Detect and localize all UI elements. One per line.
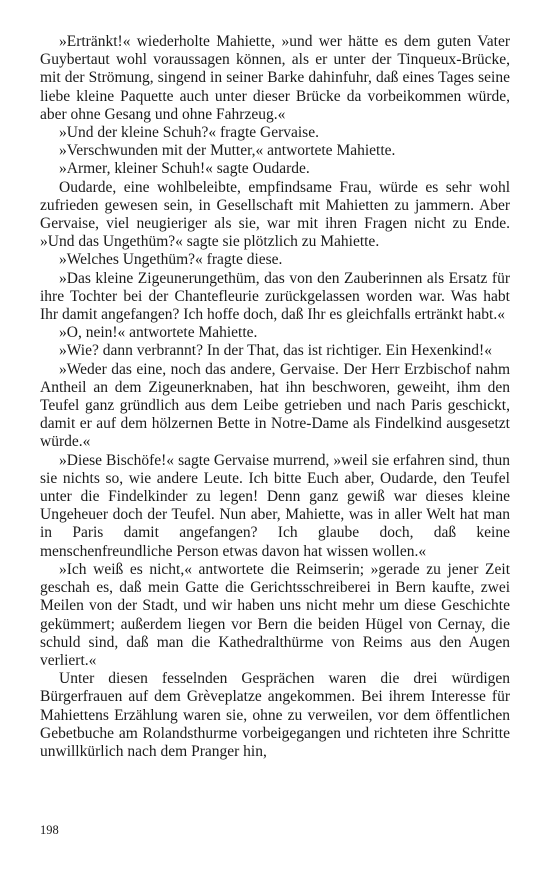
paragraph: »Und der kleine Schuh?« fragte Gervaise. [59,124,319,142]
paragraph: »Weder das eine, noch das andere, Gervaise. Der Herr Erzbischof nahm Antheil an dem Zigeunerknaben, hat ihn beschworen, geweiht, ihm den Teufel ganz gründlich aus dem Leibe getrieben und nach Paris geschickt, damit er auf dem hölzernen Bette in Notre-Dame als Findelkind ausgesetzt würde.« [40,360,510,451]
page-number: 198 [40,823,59,837]
paragraph: »Ertränkt!« wiederholte Mahiette, »und wer hätte es dem guten Vater Guybertaut wohl voraussagen können, als er unter der Tinqueux-Brücke, mit der Strömung, singend in seiner Barke dahinfuhr, daß eines Tages seine liebe kleine Paquette auch unter dieser Brücke da vorbeikommen würde, aber ohne Gesang und ohne Fahrzeug.« [40,33,510,123]
paragraph: »Diese Bischöfe!« sagte Gervaise murrend, »weil sie erfahren sind, thun sie nichts so, wie andere Leute. Ich bitte Euch aber, Oudarde, den Teufel unter die Findelkinder zu legen! Denn ganz gewiß war dieses kleine Ungeheuer doch der Teufel. Nun aber, Mahiette, was in aller Welt hat man in Paris damit angefangen? Ich glaube doch, daß keine menschenfreundliche Person etwas davon hat wissen wollen.« [40,451,510,560]
paragraph: »Verschwunden mit der Mutter,« antwortete Mahiette. [59,142,396,160]
paragraph: Unter diesen fesselnden Gesprächen waren die drei würdigen Bürgerfrauen auf dem Grèveplatze angekommen. Bei ihrem Interesse für Mahiettens Erzählung waren sie, ohne zu verweilen, vor dem öffentlichen Gebetbuche am Rolandsthurme vorbeigegangen und richteten ihre Schritte unwillkürlich nach dem Pranger hin, [40,670,510,760]
paragraph: »O, nein!« antwortete Mahiette. [59,324,258,342]
paragraph: »Welches Ungethüm?« fragte diese. [59,251,283,269]
paragraph: »Wie? dann verbrannt? In der That, das ist richtiger. Ein Hexenkind!« [59,342,492,360]
paragraph: Oudarde, eine wohlbeleibte, empfindsame Frau, würde es sehr wohl zufrieden gewesen sein, in Gesellschaft mit Mahietten zu jammern. Aber Gervaise, viel neugieriger als sie, war mit ihren Fragen nicht zu Ende. »Und das Ungethüm?« sagte sie plötzlich zu Mahiette. [40,178,510,251]
paragraph: »Ich weiß es nicht,« antwortete die Reimserin; »gerade zu jener Zeit geschah es, daß mein Gatte die Gerichtsschreiberei in Bern kaufte, zwei Meilen von der Stadt, und wir haben uns nicht mehr um diese Geschichte gekümmert; außerdem liegen vor Bern die beiden Hügel von Cernay, die schuld sind, daß man die Kathedralthürme von Reims aus den Augen verliert.« [40,560,510,669]
paragraph: »Armer, kleiner Schuh!« sagte Oudarde. [59,160,310,178]
body-text [40,33,510,761]
paragraph: »Das kleine Zigeunerungethüm, das von den Zauberinnen als Ersatz für ihre Tochter bei der Chantefleurie zurückgelassen worden war. Was habt Ihr damit angefangen? Ich hoffe doch, daß Ihr es gleichfalls ertränkt habt.« [40,269,510,324]
